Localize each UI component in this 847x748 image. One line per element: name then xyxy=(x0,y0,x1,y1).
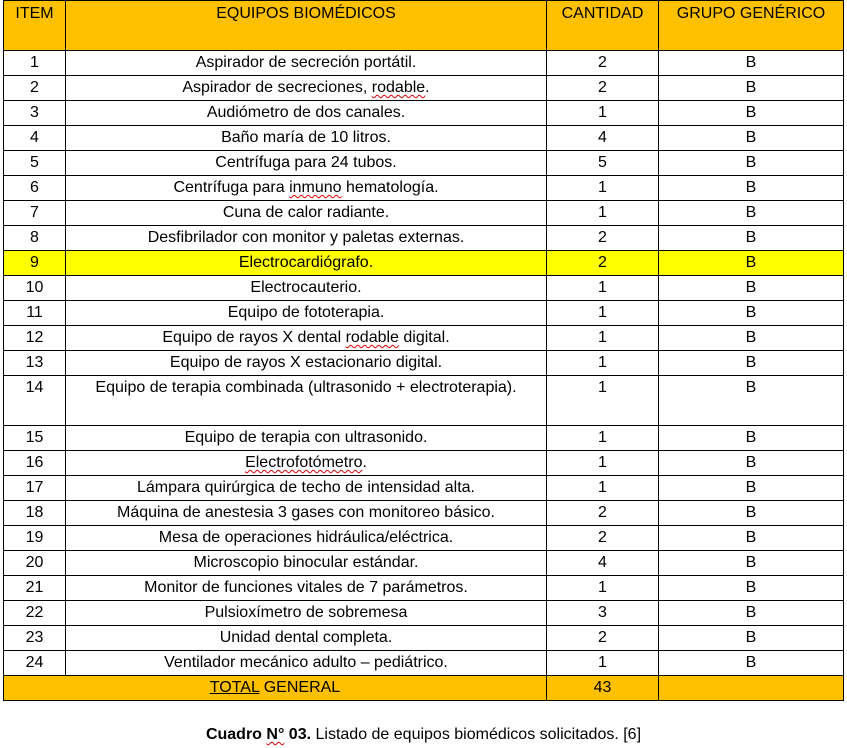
row-equipment: Audiómetro de dos canales. xyxy=(66,101,547,126)
row-equipment: Equipo de terapia con ultrasonido. xyxy=(66,426,547,451)
header-item: ITEM xyxy=(4,1,66,51)
total-label-underlined: TOTAL xyxy=(209,679,260,696)
equipment-text: hematología. xyxy=(341,179,439,196)
row-group: B xyxy=(659,626,844,651)
row-quantity: 4 xyxy=(547,551,659,576)
row-group: B xyxy=(659,101,844,126)
table-row xyxy=(4,101,844,126)
row-equipment: Aspirador de secreción portátil. xyxy=(66,51,547,76)
row-equipment xyxy=(66,451,547,476)
row-item: 2 xyxy=(4,76,66,101)
total-label xyxy=(4,676,547,701)
table-row xyxy=(4,626,844,651)
table-row xyxy=(4,251,844,276)
equipment-text: digital. xyxy=(398,329,450,346)
row-item: 21 xyxy=(4,576,66,601)
header-equipment: EQUIPOS BIOMÉDICOS xyxy=(66,1,547,51)
spellcheck-word: Electrofotómetro xyxy=(245,454,363,471)
row-quantity: 5 xyxy=(547,151,659,176)
row-item: 10 xyxy=(4,276,66,301)
row-equipment xyxy=(66,326,547,351)
row-item: 20 xyxy=(4,551,66,576)
row-group: B xyxy=(659,176,844,201)
row-quantity: 1 xyxy=(547,576,659,601)
total-empty xyxy=(659,676,844,701)
row-group: B xyxy=(659,326,844,351)
spellcheck-word: rodable xyxy=(345,329,399,346)
row-group: B xyxy=(659,526,844,551)
row-group: B xyxy=(659,426,844,451)
table-row xyxy=(4,276,844,301)
table-row xyxy=(4,226,844,251)
row-quantity: 2 xyxy=(547,251,659,276)
row-group: B xyxy=(659,376,844,426)
row-group: B xyxy=(659,301,844,326)
row-item: 13 xyxy=(4,351,66,376)
table-row xyxy=(4,326,844,351)
table-caption xyxy=(0,725,847,745)
table-row xyxy=(4,601,844,626)
row-item: 3 xyxy=(4,101,66,126)
equipment-table xyxy=(3,0,844,701)
row-group: B xyxy=(659,276,844,301)
table-row xyxy=(4,576,844,601)
table-body xyxy=(4,51,844,676)
row-item: 12 xyxy=(4,326,66,351)
row-quantity: 1 xyxy=(547,426,659,451)
total-value: 43 xyxy=(547,676,659,701)
row-item: 7 xyxy=(4,201,66,226)
row-quantity: 4 xyxy=(547,126,659,151)
row-item: 1 xyxy=(4,51,66,76)
caption-number-sign: N° xyxy=(266,726,285,743)
spellcheck-word: rodable xyxy=(371,79,426,96)
row-quantity: 1 xyxy=(547,651,659,676)
row-quantity: 1 xyxy=(547,451,659,476)
row-item: 14 xyxy=(4,376,66,426)
row-item: 11 xyxy=(4,301,66,326)
row-group: B xyxy=(659,226,844,251)
row-item: 17 xyxy=(4,476,66,501)
row-group: B xyxy=(659,251,844,276)
table-row xyxy=(4,126,844,151)
table-row xyxy=(4,501,844,526)
row-equipment xyxy=(66,176,547,201)
row-group: B xyxy=(659,601,844,626)
row-quantity: 1 xyxy=(547,276,659,301)
row-group: B xyxy=(659,151,844,176)
row-quantity: 1 xyxy=(547,476,659,501)
total-row xyxy=(4,676,844,701)
row-equipment: Equipo de fototerapia. xyxy=(66,301,547,326)
row-item: 8 xyxy=(4,226,66,251)
row-quantity: 1 xyxy=(547,101,659,126)
header-row xyxy=(4,1,844,51)
table-row xyxy=(4,76,844,101)
row-item: 9 xyxy=(4,251,66,276)
row-quantity: 2 xyxy=(547,626,659,651)
row-equipment: Mesa de operaciones hidráulica/eléctrica. xyxy=(66,526,547,551)
table-row xyxy=(4,151,844,176)
row-quantity: 2 xyxy=(547,501,659,526)
table-row xyxy=(4,376,844,426)
row-group: B xyxy=(659,126,844,151)
row-group: B xyxy=(659,76,844,101)
row-equipment: Microscopio binocular estándar. xyxy=(66,551,547,576)
row-quantity: 1 xyxy=(547,351,659,376)
row-equipment xyxy=(66,76,547,101)
equipment-text: Centrífuga para xyxy=(173,179,290,196)
row-item: 16 xyxy=(4,451,66,476)
caption-number: 03. xyxy=(284,726,312,743)
table-row xyxy=(4,351,844,376)
row-equipment: Unidad dental completa. xyxy=(66,626,547,651)
row-item: 22 xyxy=(4,601,66,626)
row-quantity: 1 xyxy=(547,376,659,426)
row-equipment: Ventilador mecánico adulto – pediátrico. xyxy=(66,651,547,676)
table-row xyxy=(4,426,844,451)
row-item: 18 xyxy=(4,501,66,526)
row-equipment: Monitor de funciones vitales de 7 parámetros. xyxy=(66,576,547,601)
row-group: B xyxy=(659,451,844,476)
table-row xyxy=(4,551,844,576)
row-item: 15 xyxy=(4,426,66,451)
row-equipment: Lámpara quirúrgica de techo de intensidad alta. xyxy=(66,476,547,501)
total-label-rest: GENERAL xyxy=(259,679,341,696)
row-item: 6 xyxy=(4,176,66,201)
row-quantity: 1 xyxy=(547,176,659,201)
table-row xyxy=(4,526,844,551)
row-equipment: Máquina de anestesia 3 gases con monitoreo básico. xyxy=(66,501,547,526)
row-equipment: Equipo de terapia combinada (ultrasonido + electroterapia). xyxy=(66,376,547,426)
row-equipment: Equipo de rayos X estacionario digital. xyxy=(66,351,547,376)
equipment-text: . xyxy=(425,79,430,96)
equipment-text: . xyxy=(362,454,367,471)
row-group: B xyxy=(659,201,844,226)
row-quantity: 1 xyxy=(547,301,659,326)
row-item: 5 xyxy=(4,151,66,176)
equipment-text: Aspirador de secreciones, xyxy=(182,79,372,96)
table-row xyxy=(4,301,844,326)
row-equipment: Electrocauterio. xyxy=(66,276,547,301)
row-quantity: 3 xyxy=(547,601,659,626)
row-quantity: 2 xyxy=(547,76,659,101)
row-quantity: 2 xyxy=(547,226,659,251)
header-quantity: CANTIDAD xyxy=(547,1,659,51)
row-equipment: Baño maría de 10 litros. xyxy=(66,126,547,151)
table-row xyxy=(4,451,844,476)
row-group: B xyxy=(659,576,844,601)
table-row xyxy=(4,201,844,226)
row-quantity: 1 xyxy=(547,201,659,226)
row-group: B xyxy=(659,476,844,501)
row-quantity: 1 xyxy=(547,326,659,351)
row-equipment: Cuna de calor radiante. xyxy=(66,201,547,226)
row-quantity: 2 xyxy=(547,526,659,551)
row-equipment: Pulsioxímetro de sobremesa xyxy=(66,601,547,626)
row-group: B xyxy=(659,551,844,576)
row-group: B xyxy=(659,651,844,676)
caption-text: Listado de equipos biomédicos solicitados. [6] xyxy=(311,726,642,743)
row-equipment: Electrocardiógrafo. xyxy=(66,251,547,276)
row-item: 24 xyxy=(4,651,66,676)
row-item: 23 xyxy=(4,626,66,651)
row-item: 4 xyxy=(4,126,66,151)
table-row xyxy=(4,651,844,676)
table-row xyxy=(4,51,844,76)
caption-prefix: Cuadro xyxy=(205,726,267,743)
row-item: 19 xyxy=(4,526,66,551)
table-row xyxy=(4,176,844,201)
row-group: B xyxy=(659,51,844,76)
table-row xyxy=(4,476,844,501)
row-equipment: Centrífuga para 24 tubos. xyxy=(66,151,547,176)
header-group: GRUPO GENÉRICO xyxy=(659,1,844,51)
row-group: B xyxy=(659,501,844,526)
row-group: B xyxy=(659,351,844,376)
equipment-text: Equipo de rayos X dental xyxy=(162,329,346,346)
spellcheck-word: inmuno xyxy=(289,179,342,196)
row-quantity: 2 xyxy=(547,51,659,76)
row-equipment: Desfibrilador con monitor y paletas externas. xyxy=(66,226,547,251)
